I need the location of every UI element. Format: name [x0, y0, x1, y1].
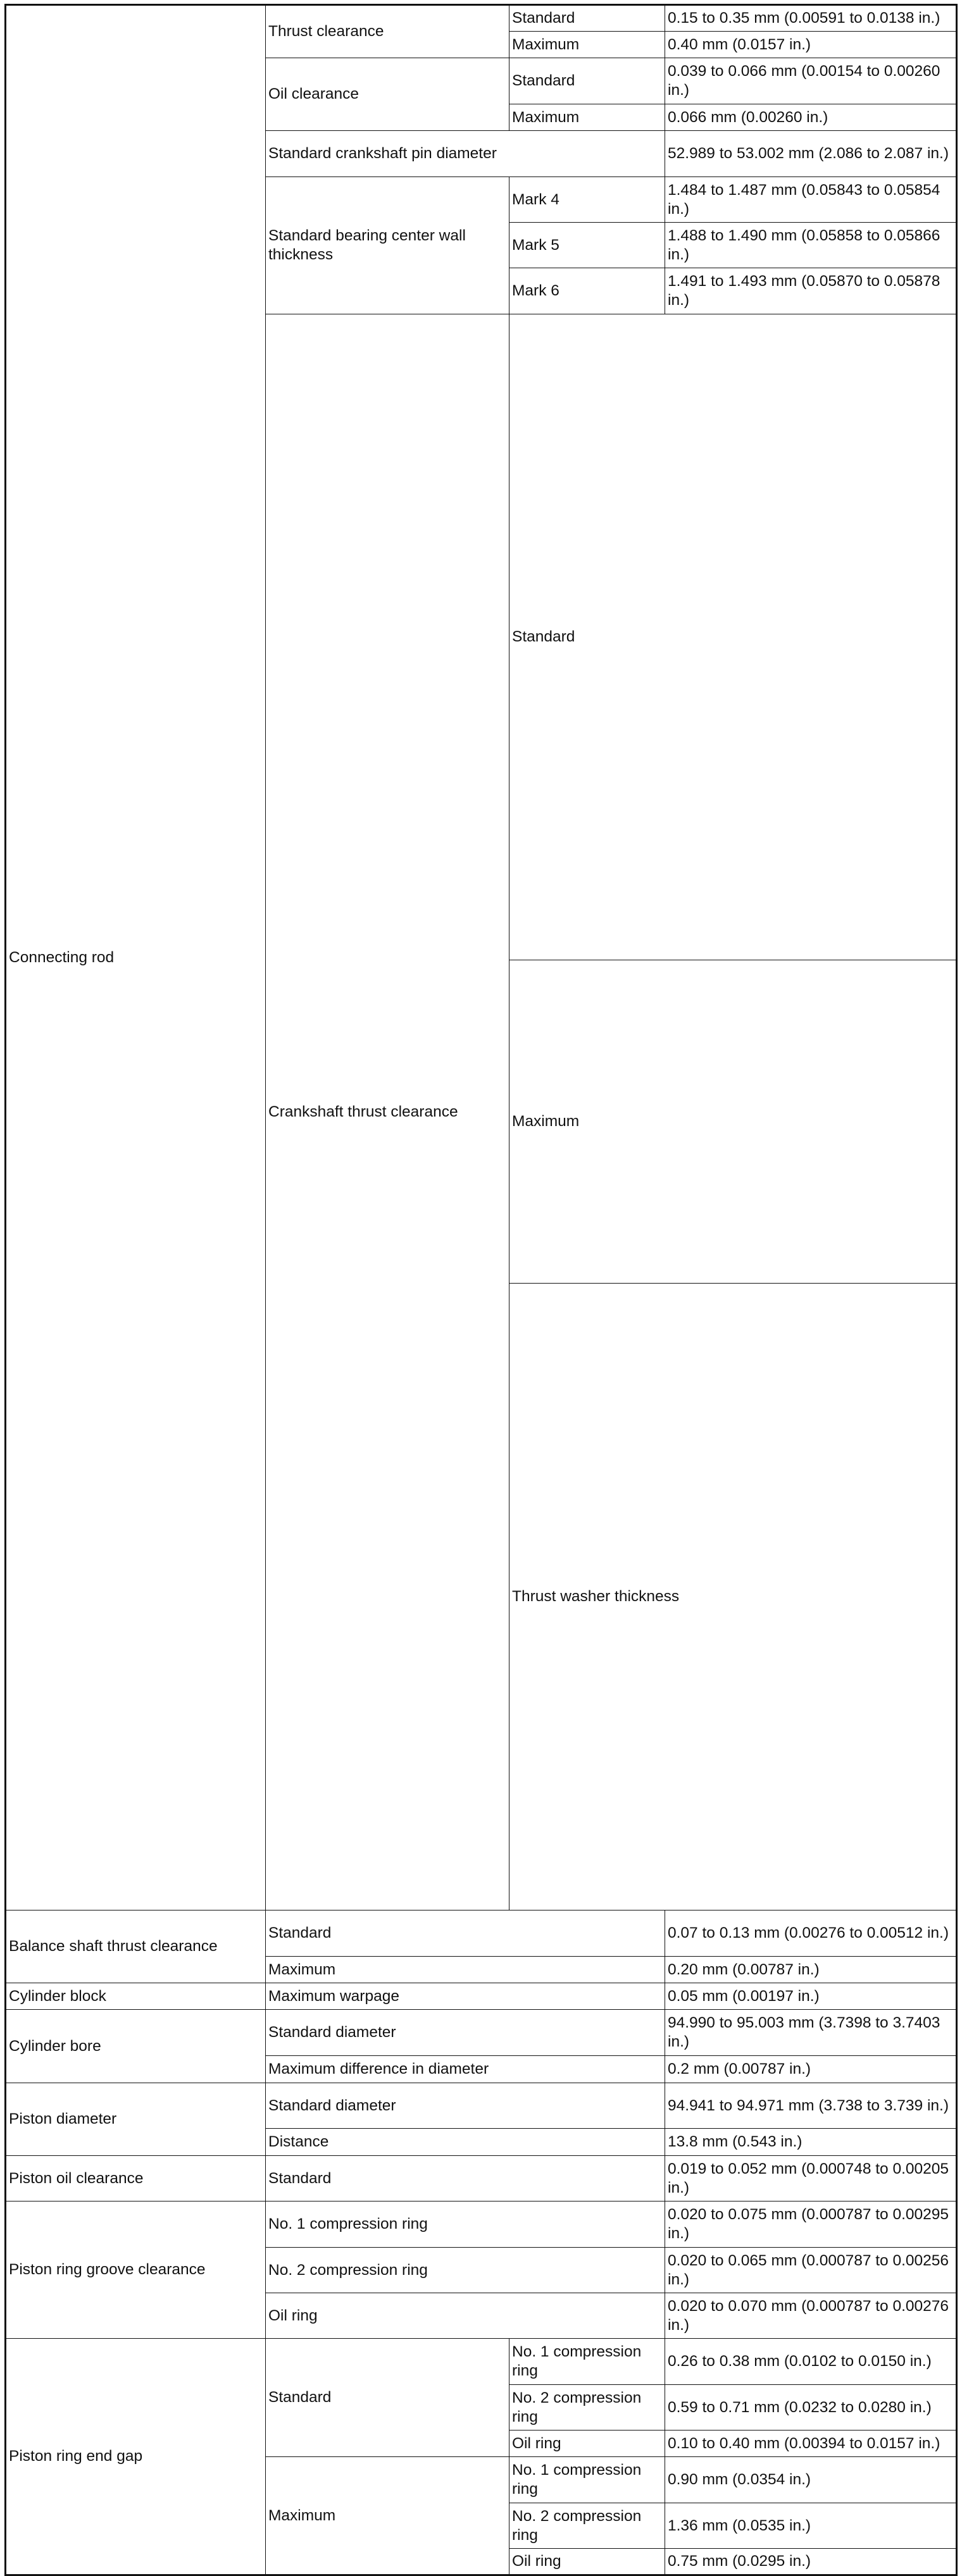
sub-item-cell: Mark 6	[509, 268, 665, 314]
category-cell: Connecting rod	[6, 5, 266, 1910]
item-cell: Distance	[266, 2129, 665, 2156]
item-cell: Standard crankshaft pin diameter	[266, 131, 665, 177]
item-cell: Standard diameter	[266, 2010, 665, 2056]
item-cell: Standard	[266, 1910, 665, 1957]
sub-item-cell: Mark 5	[509, 223, 665, 268]
sub-item-cell: Maximum	[509, 32, 665, 58]
sub-item-cell: Oil ring	[509, 2430, 665, 2457]
sub-item-cell: No. 1 compression ring	[509, 2339, 665, 2385]
sub-item-cell: No. 2 compression ring	[509, 2503, 665, 2549]
item-cell: Standard	[266, 2156, 665, 2201]
item-cell: Maximum	[266, 2457, 509, 2575]
category-cell: Cylinder block	[6, 1983, 266, 2010]
category-cell: Balance shaft thrust clearance	[6, 1910, 266, 1983]
value-cell: 0.10 to 0.40 mm (0.00394 to 0.0157 in.)	[665, 2430, 957, 2457]
category-cell: Piston diameter	[6, 2083, 266, 2156]
spec-table	[4, 4, 958, 2576]
category-cell: Crankshaft thrust clearance	[266, 314, 509, 1910]
item-cell: No. 2 compression ring	[266, 2248, 665, 2293]
value-cell: 0.020 to 0.065 mm (0.000787 to 0.00256 in.)	[665, 2248, 957, 2293]
value-cell: 1.488 to 1.490 mm (0.05858 to 0.05866 in.)	[665, 223, 957, 268]
sub-item-cell: No. 2 compression ring	[509, 2385, 665, 2430]
value-cell: 0.59 to 0.71 mm (0.0232 to 0.0280 in.)	[665, 2385, 957, 2430]
value-cell: 0.07 to 0.13 mm (0.00276 to 0.00512 in.)	[665, 1910, 957, 1957]
value-cell: 0.90 mm (0.0354 in.)	[665, 2457, 957, 2503]
value-cell: 0.039 to 0.066 mm (0.00154 to 0.00260 in.)	[665, 58, 957, 104]
value-cell: 94.990 to 95.003 mm (3.7398 to 3.7403 in.)	[665, 2010, 957, 2056]
value-cell: 52.989 to 53.002 mm (2.086 to 2.087 in.)	[665, 131, 957, 177]
value-cell: 94.941 to 94.971 mm (3.738 to 3.739 in.)	[665, 2083, 957, 2129]
value-cell: 0.066 mm (0.00260 in.)	[665, 104, 957, 131]
item-cell: No. 1 compression ring	[266, 2201, 665, 2248]
value-cell: 0.40 mm (0.0157 in.)	[665, 32, 957, 58]
sub-item-cell: Mark 4	[509, 177, 665, 223]
value-cell: 0.05 mm (0.00197 in.)	[665, 1983, 957, 2010]
category-cell: Cylinder bore	[6, 2010, 266, 2083]
value-cell: 1.36 mm (0.0535 in.)	[665, 2503, 957, 2549]
value-cell: 0.75 mm (0.0295 in.)	[665, 2549, 957, 2575]
value-cell: 0.15 to 0.35 mm (0.00591 to 0.0138 in.)	[665, 5, 957, 32]
value-cell: 0.20 mm (0.00787 in.)	[665, 1957, 957, 1983]
sub-item-cell: Standard	[509, 5, 665, 32]
value-cell: 0.019 to 0.052 mm (0.000748 to 0.00205 in.)	[665, 2156, 957, 2201]
item-cell: Maximum	[509, 960, 957, 1284]
value-cell: 0.26 to 0.38 mm (0.0102 to 0.0150 in.)	[665, 2339, 957, 2385]
sub-item-cell: Maximum	[509, 104, 665, 131]
sub-item-cell: Oil ring	[509, 2549, 665, 2575]
value-cell: 1.484 to 1.487 mm (0.05843 to 0.05854 in.)	[665, 177, 957, 223]
item-cell: Standard diameter	[266, 2083, 665, 2129]
value-cell: 0.020 to 0.070 mm (0.000787 to 0.00276 in.)	[665, 2293, 957, 2339]
item-cell: Maximum	[266, 1957, 665, 1983]
item-cell: Maximum difference in diameter	[266, 2056, 665, 2083]
item-cell: Oil ring	[266, 2293, 665, 2339]
category-cell: Piston ring end gap	[6, 2339, 266, 2575]
category-cell: Piston oil clearance	[6, 2156, 266, 2201]
sub-item-cell: No. 1 compression ring	[509, 2457, 665, 2503]
value-cell: 13.8 mm (0.543 in.)	[665, 2129, 957, 2156]
item-cell: Thrust clearance	[266, 5, 509, 58]
item-cell: Standard bearing center wall thickness	[266, 177, 509, 314]
category-cell: Piston ring groove clearance	[6, 2201, 266, 2339]
item-cell: Thrust washer thickness	[509, 1284, 957, 1910]
value-cell: 0.020 to 0.075 mm (0.000787 to 0.00295 in.)	[665, 2201, 957, 2248]
item-cell: Standard	[266, 2339, 509, 2457]
value-cell: 0.2 mm (0.00787 in.)	[665, 2056, 957, 2083]
item-cell: Maximum warpage	[266, 1983, 665, 2010]
item-cell: Standard	[509, 314, 957, 960]
item-cell: Oil clearance	[266, 58, 509, 131]
value-cell: 1.491 to 1.493 mm (0.05870 to 0.05878 in.)	[665, 268, 957, 314]
sub-item-cell: Standard	[509, 58, 665, 104]
